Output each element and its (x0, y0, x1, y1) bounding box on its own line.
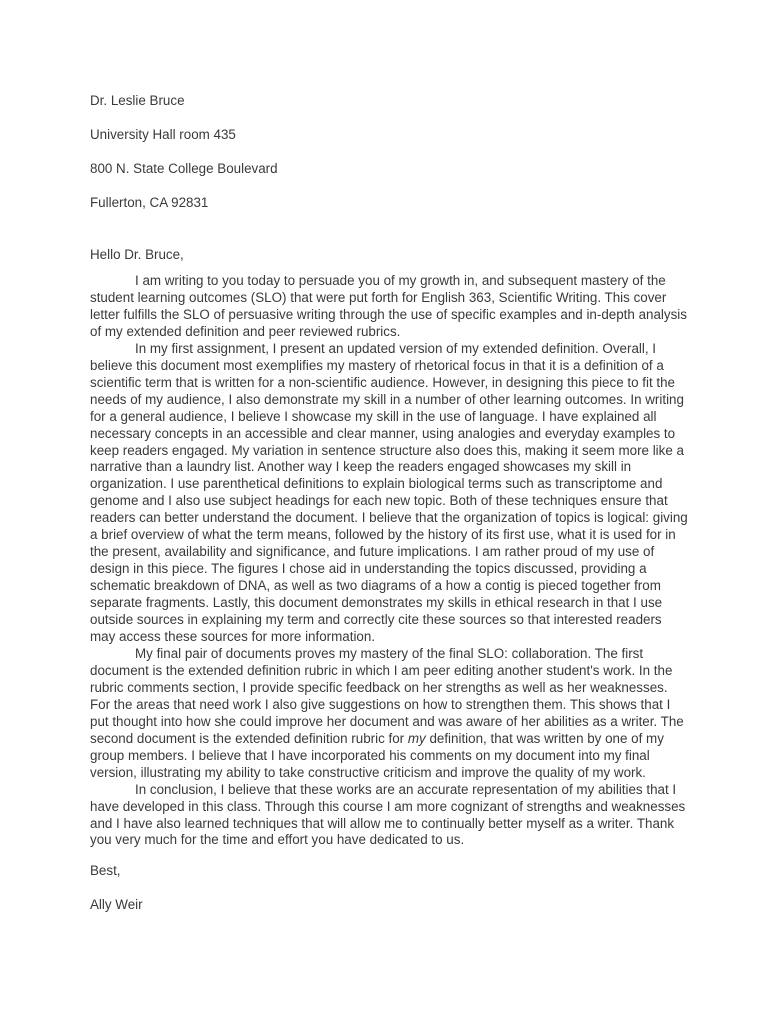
paragraph-collaboration-emphasis: my (407, 730, 426, 746)
recipient-city: Fullerton, CA 92831 (90, 195, 209, 210)
closing: Best, (90, 863, 121, 878)
paragraph-collaboration-part2: definition, that was written by one of my group members. I believe that I have incorporated his comments on my document into my final version, illustrating my ability to take constructive criticism and improve the quality of my work. (90, 730, 664, 780)
signature: Ally Weir (90, 897, 143, 912)
greeting: Hello Dr. Bruce, (90, 247, 184, 262)
letter-body (90, 273, 688, 849)
paragraph-collaboration (90, 646, 688, 782)
recipient-street: 800 N. State College Boulevard (90, 161, 278, 176)
paragraph-intro: I am writing to you today to persuade you of my growth in, and subsequent mastery of the student learning outcomes (SLO) that were put forth for English 363, Scientific Writing. This cover letter fulfills the SLO of persuasive writing through the use of specific examples and in-depth analysis of my extended definition and peer reviewed rubrics. (90, 273, 687, 339)
paragraph-extended-definition: In my first assignment, I present an updated version of my extended definition. Overall, I believe this document most exemplifies my mastery of rhetorical focus in that it is a definition of a scientific term that is written for a non-scientific audience. However, in designing this piece to fit the needs of my audience, I also demonstrate my skill in a number of other learning outcomes. In writing for a general audience, I believe I showcase my skill in the use of language. I have explained all necessary concepts in an accessible and clear manner, using analogies and everyday examples to keep readers engaged. My variation in sentence structure also does this, making it seem more like a narrative than a laundry list. Another way I keep the readers engaged showcases my skill in organization. I use parenthetical definitions to explain biological terms such as transcriptome and genome and I also use subject headings for each new topic. Both of these techniques ensure that readers can better understand the document. I believe that the organization of topics is logical: giving a brief overview of what the term means, followed by the history of its first use, what it is used for in the present, availability and significance, and future implications. I am rather proud of my use of design in this piece. The figures I chose aid in understanding the topics discussed, providing a schematic breakdown of DNA, as well as two diagrams of a how a contig is pieced together from separate fragments. Lastly, this document demonstrates my skills in ethical research in that I use outside sources in explaining my term and correctly cite these sources so that interested readers may access these sources for more information. (90, 340, 688, 645)
paragraph-collaboration-part1: My final pair of documents proves my mastery of the final SLO: collaboration. The first document is the extended definition rubric in which I am peer editing another student's work. In the rubric comments section, I provide specific feedback on her strengths as well as her weaknesses. For the areas that need work I also give suggestions on how to strengthen them. This shows that I put thought into how she could improve her document and was aware of her abilities as a writer. The second document is the extended definition rubric for (90, 645, 684, 746)
recipient-room: University Hall room 435 (90, 127, 236, 142)
paragraph-conclusion: In conclusion, I believe that these works are an accurate representation of my abilities that I have developed in this class. Through this course I am more cognizant of strengths and weaknesses and I have also learned techniques that will allow me to continually better myself as a writer. Thank you very much for the time and effort you have dedicated to us. (90, 781, 686, 848)
recipient-name: Dr. Leslie Bruce (90, 93, 185, 108)
